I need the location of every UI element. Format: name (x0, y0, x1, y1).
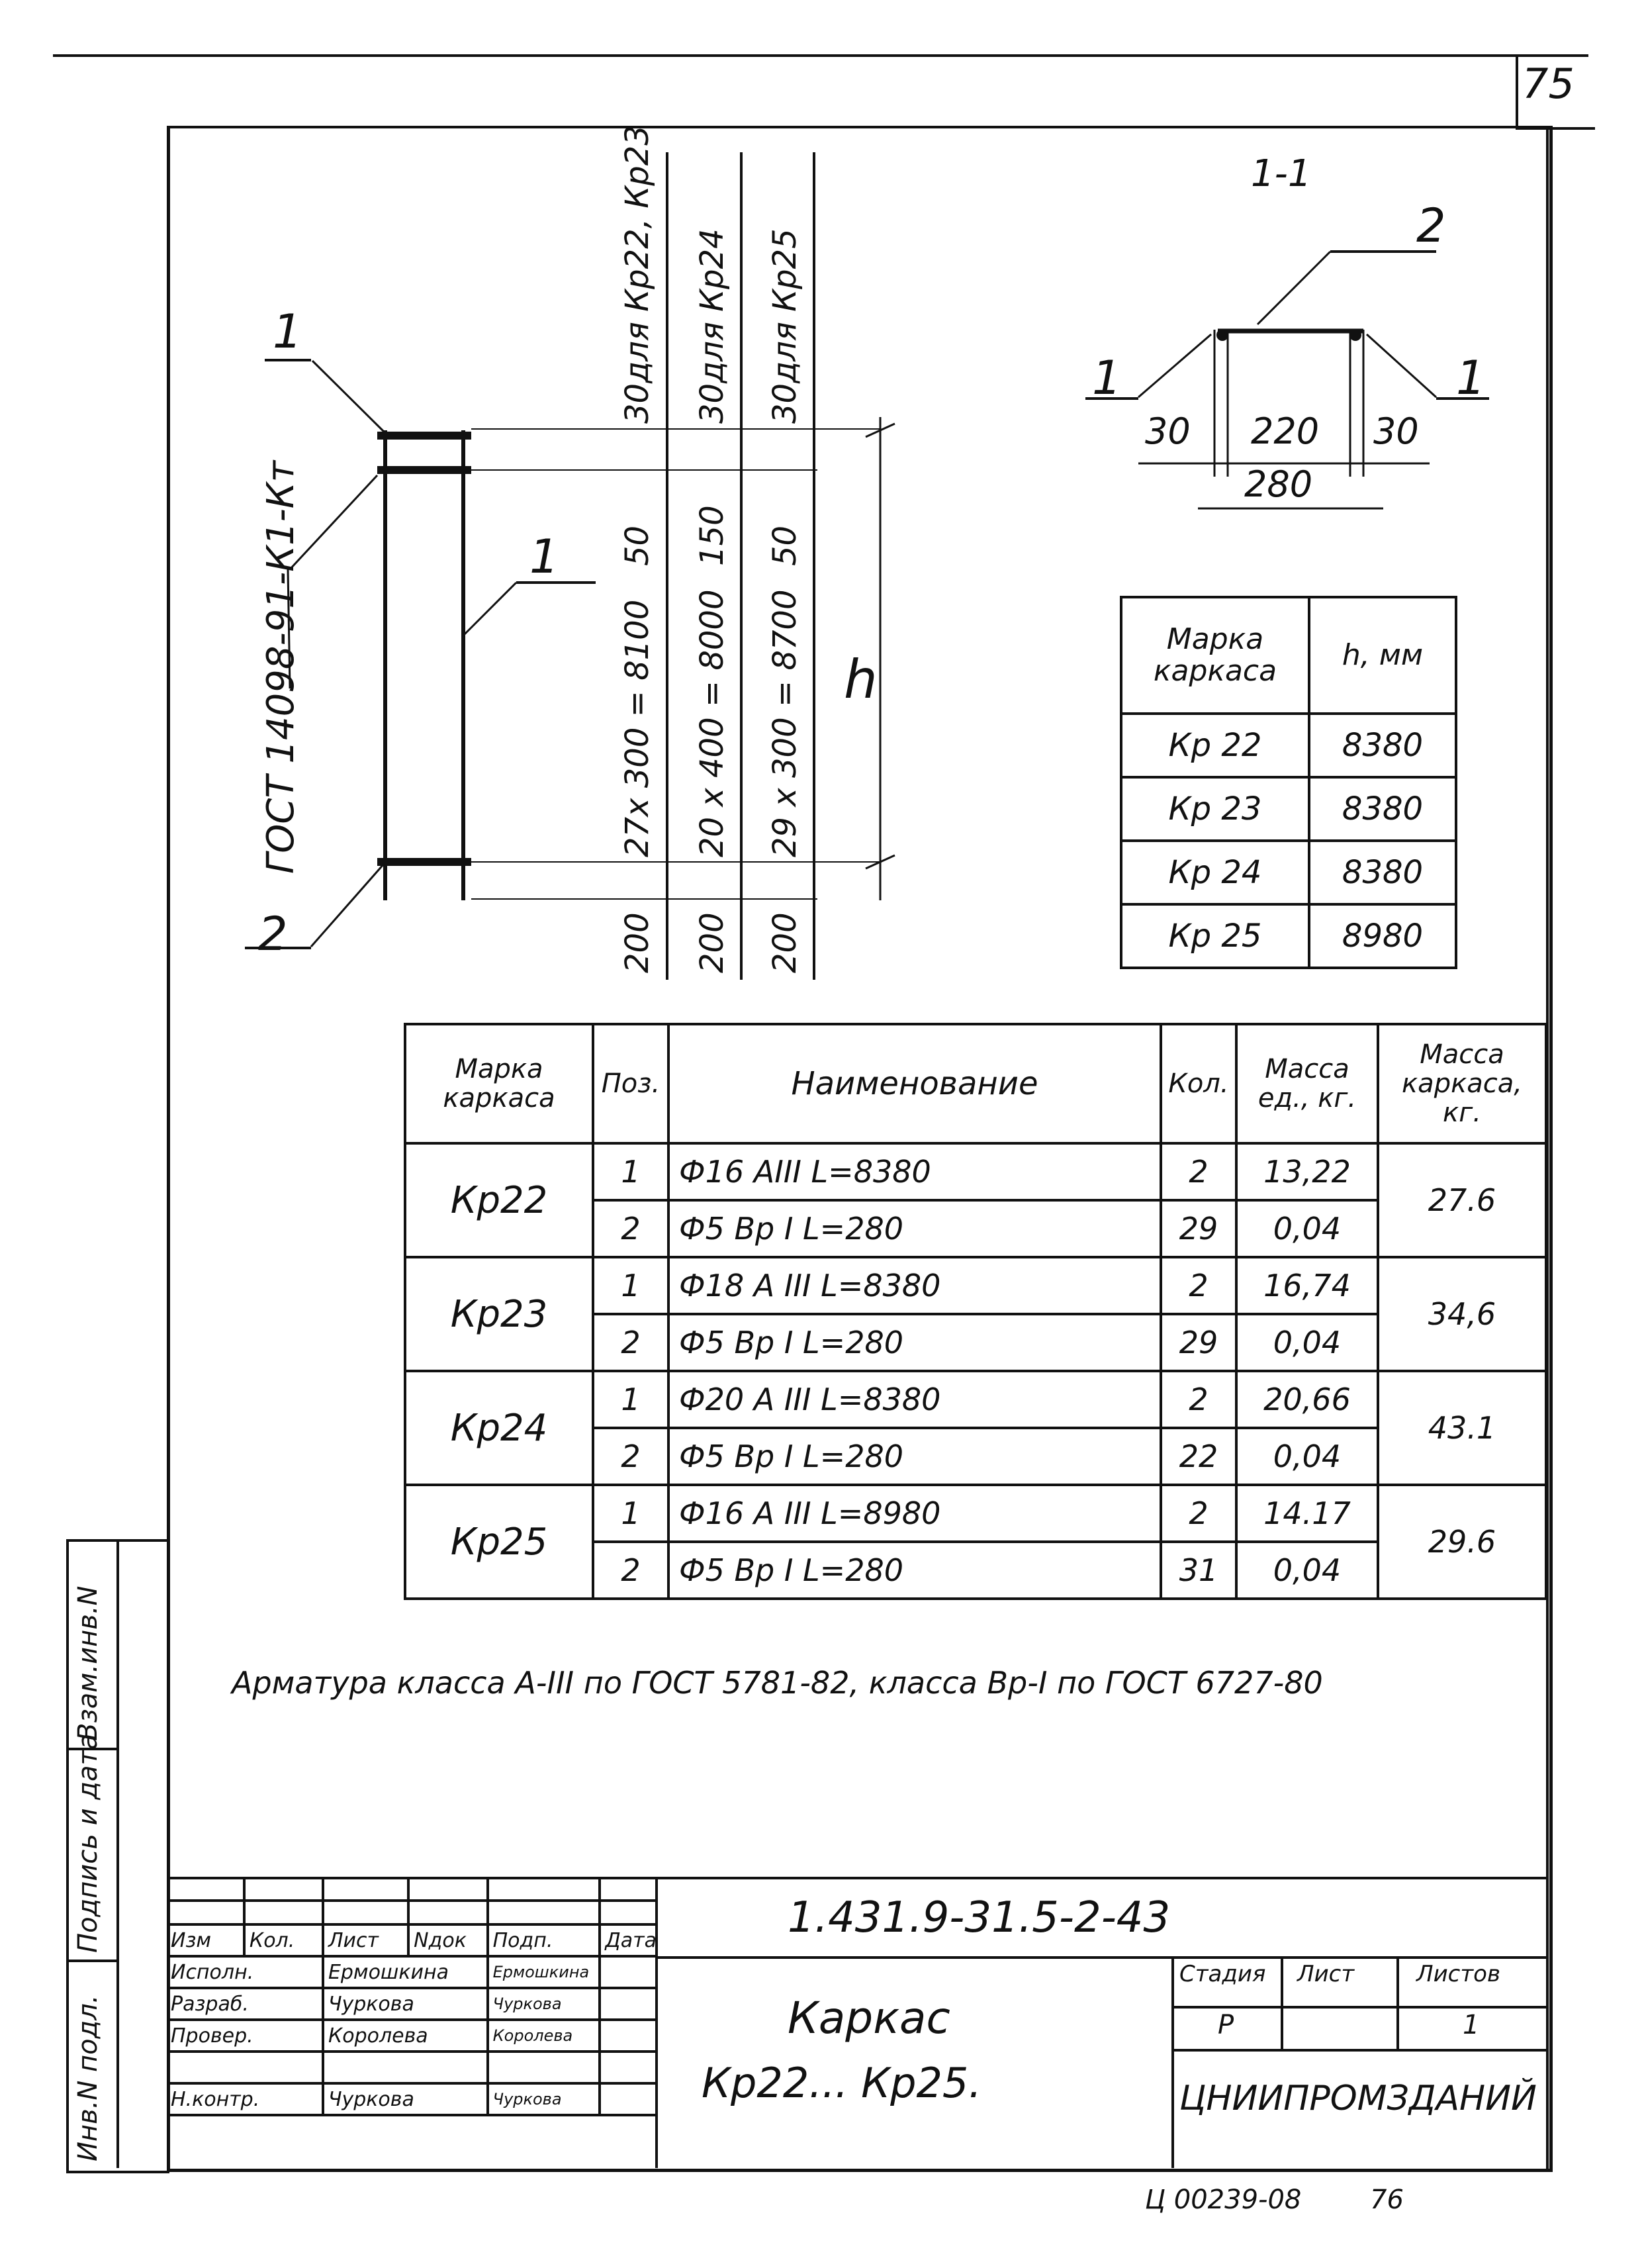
side-stamp-sign: Подпись и дата (73, 1733, 103, 1953)
h-table-cell: Кр 25 (1121, 904, 1309, 968)
dim-top-1: 50 (619, 525, 656, 566)
spec-pos: 1 (593, 1371, 668, 1428)
spec-qty: 31 (1161, 1542, 1236, 1599)
spec-header-mark: Марка каркаса (405, 1024, 593, 1143)
spec-pos: 2 (593, 1542, 668, 1599)
h-table-cell: Кр 23 (1121, 777, 1309, 841)
tb-signature: Королева (488, 2020, 600, 2052)
h-table-cell: Кр 22 (1121, 714, 1309, 777)
organization: ЦНИИПРОМЗДАНИЙ (1179, 2079, 1537, 2118)
section-dim-mid: 220 (1251, 410, 1320, 452)
page-number: 75 (1522, 60, 1575, 108)
spec-mass: 0,04 (1236, 1200, 1378, 1257)
tb-header-izm: Изм (167, 1924, 244, 1956)
spec-qty: 2 (1161, 1257, 1236, 1314)
h-table-cell: Кр 24 (1121, 841, 1309, 904)
side-stamp-replace: Взам.инв.N (73, 1585, 103, 1741)
dim-col-header-1: 30для Кр22, Кр23 (619, 125, 656, 424)
section-callout-1-left: 1 (1092, 351, 1122, 405)
dim-top-3: 50 (766, 525, 803, 566)
spec-mass: 13,22 (1236, 1143, 1378, 1200)
sheet-header: Лист (1297, 1961, 1355, 1987)
stage-header: Стадия (1179, 1961, 1266, 1987)
spec-total: 27.6 (1378, 1143, 1546, 1257)
h-table-cell: 8980 (1309, 904, 1456, 968)
spec-header-qty: Кол. (1161, 1024, 1236, 1143)
spec-name: Ф5 Bp I L=280 (668, 1200, 1161, 1257)
dim-col-header-2: 30для Кр24 (694, 228, 731, 424)
spec-mark: Кр25 (405, 1485, 593, 1599)
spec-mass: 0,04 (1236, 1428, 1378, 1485)
spec-header-frame-mass: Масса каркаса, кг. (1378, 1024, 1546, 1143)
spec-name: Ф5 Bp I L=280 (668, 1314, 1161, 1371)
sheets-header: Листов (1416, 1961, 1501, 1987)
side-stamp-orig: Инв.N подл. (73, 1995, 103, 2161)
dim-bottom-3: 200 (766, 912, 803, 973)
spec-total: 34,6 (1378, 1257, 1546, 1371)
footer-number: 76 (1370, 2185, 1404, 2215)
spec-header-pos: Поз. (593, 1024, 668, 1143)
tb-signature: Ермошкина (488, 1956, 600, 1988)
sheets-value: 1 (1463, 2010, 1480, 2040)
table-row (405, 1257, 1546, 1314)
dim-col-header-3: 30для Кр25 (766, 228, 803, 424)
spec-pos: 1 (593, 1485, 668, 1542)
tb-signature: Чуркова (488, 2083, 600, 2115)
table-row (1121, 714, 1456, 777)
tb-signature: Чуркова (488, 1988, 600, 2020)
drawing-name-line1: Каркас (788, 1993, 950, 2044)
spec-header-name: Наименование (668, 1024, 1161, 1143)
tb-person: Чуркова (323, 1988, 488, 2020)
dim-mid-1: 27х 300 = 8100 (619, 599, 656, 857)
tb-role: Исполн. (167, 1956, 323, 1988)
spec-qty: 29 (1161, 1200, 1236, 1257)
reinforcement-note: Арматура класса А-III по ГОСТ 5781-82, класса Вр-I по ГОСТ 6727-80 (232, 1665, 1323, 1701)
tb-role: Н.контр. (167, 2083, 323, 2115)
doc-code: 1.431.9-31.5-2-43 (788, 1893, 1171, 1942)
table-row (1121, 841, 1456, 904)
dim-mid-3: 29 х 300 = 8700 (766, 589, 803, 857)
h-table-cell: 8380 (1309, 714, 1456, 777)
spec-qty: 2 (1161, 1485, 1236, 1542)
spec-qty: 2 (1161, 1371, 1236, 1428)
spec-total: 43.1 (1378, 1371, 1546, 1485)
h-table-header-mark: Марка каркаса (1121, 597, 1309, 714)
gost-label: ГОСТ 14098-91-К1-Кт (259, 460, 302, 874)
spec-table (404, 1023, 1547, 1600)
dim-top-2: 150 (694, 505, 731, 566)
table-row (167, 2052, 657, 2083)
table-row (167, 2020, 657, 2052)
tb-role (167, 2052, 323, 2083)
spec-mass: 0,04 (1236, 1314, 1378, 1371)
table-row (405, 1371, 1546, 1428)
tb-person: Чуркова (323, 2083, 488, 2115)
tb-signature (488, 2052, 600, 2083)
spec-pos: 2 (593, 1428, 668, 1485)
h-dimension-label: h (844, 649, 878, 710)
spec-mass: 14.17 (1236, 1485, 1378, 1542)
spec-name: Ф5 Bp I L=280 (668, 1542, 1161, 1599)
drawing-name-line2: Кр22... Кр25. (702, 2059, 982, 2107)
spec-qty: 22 (1161, 1428, 1236, 1485)
spec-mass: 16,74 (1236, 1257, 1378, 1314)
tb-person: Королева (323, 2020, 488, 2052)
section-dim-total: 280 (1244, 463, 1313, 505)
spec-name: Ф20 A III L=8380 (668, 1371, 1161, 1428)
footer-code: Ц 00239-08 (1145, 2185, 1302, 2215)
spec-name: Ф16 AIII L=8380 (668, 1143, 1161, 1200)
spec-name: Ф18 A III L=8380 (668, 1257, 1161, 1314)
spec-mark: Кр24 (405, 1371, 593, 1485)
tb-role: Разраб. (167, 1988, 323, 2020)
tb-header-kol: Кол. (244, 1924, 323, 1956)
table-row (167, 1988, 657, 2020)
section-dim-right: 30 (1373, 410, 1419, 452)
spec-mass: 0,04 (1236, 1542, 1378, 1599)
table-row (167, 2083, 657, 2115)
spec-qty: 29 (1161, 1314, 1236, 1371)
h-table-header-h: h, мм (1309, 597, 1456, 714)
tb-header-ndok: Nдок (408, 1924, 487, 1956)
section-dim-left: 30 (1145, 410, 1191, 452)
h-table-cell: 8380 (1309, 841, 1456, 904)
tb-person: Ермошкина (323, 1956, 488, 1988)
spec-mark: Кр22 (405, 1143, 593, 1257)
dim-mid-2: 20 х 400 = 8000 (694, 589, 731, 857)
table-row (1121, 904, 1456, 968)
callout-1-top: 1 (273, 305, 302, 359)
h-table-cell: 8380 (1309, 777, 1456, 841)
spec-qty: 2 (1161, 1143, 1236, 1200)
table-row (405, 1143, 1546, 1200)
table-row (167, 1956, 657, 1988)
tb-role: Провер. (167, 2020, 323, 2052)
stage-value: Р (1218, 2010, 1234, 2040)
tb-header-data: Дата (600, 1924, 657, 1956)
section-callout-2: 2 (1416, 199, 1446, 253)
tb-header-list: Лист (323, 1924, 408, 1956)
callout-1-mid: 1 (529, 530, 559, 584)
section-label: 1-1 (1251, 152, 1312, 195)
spec-mass: 20,66 (1236, 1371, 1378, 1428)
section-callout-1-right: 1 (1456, 351, 1486, 405)
h-table (1120, 596, 1457, 969)
tb-header-podp: Подп. (488, 1924, 600, 1956)
spec-pos: 2 (593, 1314, 668, 1371)
spec-mark: Кр23 (405, 1257, 593, 1371)
signature-grid (167, 1877, 657, 2116)
callout-2-bottom: 2 (258, 907, 288, 961)
spec-total: 29.6 (1378, 1485, 1546, 1599)
table-row (1121, 777, 1456, 841)
spec-name: Ф16 A III L=8980 (668, 1485, 1161, 1542)
dim-bottom-2: 200 (694, 912, 731, 973)
spec-pos: 2 (593, 1200, 668, 1257)
table-row (405, 1485, 1546, 1542)
spec-pos: 1 (593, 1257, 668, 1314)
tb-person (323, 2052, 488, 2083)
dim-bottom-1: 200 (619, 912, 656, 973)
spec-header-unit-mass: Масса ед., кг. (1236, 1024, 1378, 1143)
spec-name: Ф5 Bp I L=280 (668, 1428, 1161, 1485)
spec-pos: 1 (593, 1143, 668, 1200)
